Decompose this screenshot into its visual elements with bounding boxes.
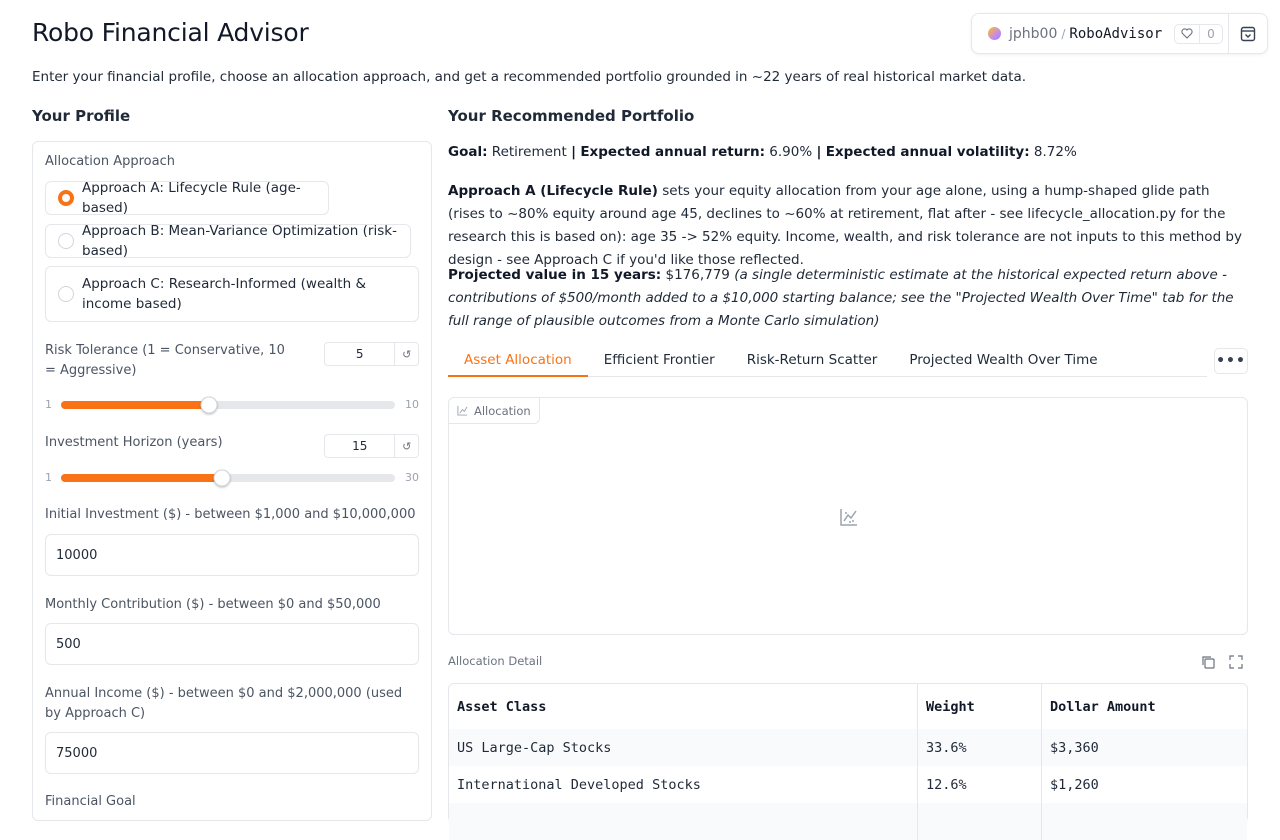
plot-label	[449, 398, 540, 424]
space-name[interactable]: RoboAdvisor	[1069, 25, 1163, 42]
tab-projected-wealth[interactable]: Projected Wealth Over Time	[909, 352, 1098, 368]
allocation-table	[448, 683, 1248, 823]
radio-dot	[58, 233, 74, 249]
projected-key: Projected value in 15 years:	[448, 267, 662, 283]
approach-name: Approach A (Lifecycle Rule)	[448, 183, 658, 199]
profile-heading: Your Profile	[32, 107, 131, 125]
horizon-max: 30	[405, 471, 419, 484]
horizon-min: 1	[45, 471, 52, 484]
annual-income-input[interactable]: 75000	[45, 732, 419, 774]
slider-thumb[interactable]	[214, 470, 231, 487]
horizon-number-input[interactable]	[324, 434, 419, 458]
projected-value	[448, 264, 1248, 333]
radio-dot	[58, 190, 74, 206]
chart-icon	[457, 405, 468, 416]
table-cell[interactable]: 12.6%	[918, 766, 1042, 803]
income-label: Annual Income ($) - between $0 and $2,000,000 (used by Approach C)	[45, 686, 403, 721]
risk-max: 10	[405, 398, 419, 411]
goal-label: Financial Goal	[45, 794, 136, 809]
more-tabs-button[interactable]: •••	[1214, 348, 1248, 374]
horizon-label: Investment Horizon (years)	[45, 435, 223, 450]
radio-label: Approach A: Lifecycle Rule (age-based)	[82, 180, 301, 216]
tab-risk-return-scatter[interactable]: Risk-Return Scatter	[746, 352, 878, 368]
slider-fill	[61, 401, 209, 409]
like-count: 0	[1207, 26, 1215, 41]
plot-label-text: Allocation	[474, 403, 531, 418]
table-cell[interactable]	[918, 803, 1042, 840]
fullscreen-icon[interactable]	[1229, 655, 1243, 669]
radio-dot	[58, 286, 74, 302]
return-value: 6.90%	[769, 144, 813, 160]
space-user[interactable]: jphb00	[1009, 25, 1058, 42]
like-button[interactable]	[1174, 24, 1223, 44]
reset-icon[interactable]: ↺	[394, 435, 418, 457]
detail-label: Allocation Detail	[448, 654, 543, 668]
projected-amount: $176,779	[665, 267, 730, 283]
goal-key: Goal:	[448, 144, 488, 160]
radio-approach-b[interactable]	[45, 224, 411, 258]
initial-investment-input[interactable]: 10000	[45, 534, 419, 576]
slider-fill	[61, 474, 222, 482]
copy-icon[interactable]	[1201, 655, 1215, 669]
table-cell[interactable]: International Developed Stocks	[449, 766, 918, 803]
reset-icon[interactable]: ↺	[394, 343, 418, 365]
space-badge[interactable]	[971, 13, 1268, 54]
approach-text: sets your equity allocation from your age alone, using a hump-shaped glide path (rises to ~80% equity around age 45, declines to ~60% at retirement, flat after - see lifecycle_allocation.py for the research this is based on): age 35 -> 52% equity. Income, wealth, and risk tolerance are not inputs to this method by design - see Approach C if you'd like those reflected.	[448, 183, 1242, 268]
table-cell[interactable]	[1042, 803, 1247, 840]
projected-note: (a single deterministic estimate at the historical expected return above - contributions of $500/month added to a $10,000 starting balance; see the "Projected Wealth Over Time" tab for the full range of plausible outcomes from a Monte Carlo simulation)	[448, 267, 1234, 329]
initial-label: Initial Investment ($) - between $1,000 and $10,000,000	[45, 507, 416, 522]
heart-icon	[1175, 25, 1200, 43]
table-row	[449, 766, 1247, 803]
profile-panel	[32, 141, 432, 821]
chart-placeholder-icon	[839, 507, 859, 527]
space-separator: /	[1061, 26, 1066, 41]
radio-label: Approach C: Research-Informed (wealth & income based)	[82, 276, 366, 312]
app-title: Robo Financial Advisor	[32, 18, 309, 47]
table-cell[interactable]	[449, 803, 918, 840]
risk-value[interactable]: 5	[355, 347, 364, 361]
chart-tabs	[448, 343, 1207, 377]
slider-thumb[interactable]	[201, 397, 218, 414]
portfolio-heading: Your Recommended Portfolio	[448, 107, 695, 125]
monthly-contribution-input[interactable]: 500	[45, 623, 419, 665]
approach-description	[448, 180, 1248, 272]
portfolio-summary	[448, 141, 1248, 164]
summary-separator: |	[816, 144, 822, 160]
radio-label: Approach B: Mean-Variance Optimization (risk-based)	[82, 223, 397, 259]
table-row	[449, 729, 1247, 766]
risk-number-input[interactable]	[324, 342, 419, 366]
approach-label: Allocation Approach	[45, 154, 175, 169]
allocation-plot	[448, 397, 1248, 635]
collapse-icon[interactable]	[1229, 13, 1267, 54]
table-cell[interactable]: US Large-Cap Stocks	[449, 729, 918, 766]
risk-slider[interactable]	[61, 401, 395, 409]
tab-asset-allocation[interactable]: Asset Allocation	[448, 343, 588, 377]
tab-efficient-frontier[interactable]: Efficient Frontier	[603, 352, 715, 368]
radio-approach-a[interactable]	[45, 181, 329, 215]
table-cell[interactable]: 33.6%	[918, 729, 1042, 766]
risk-min: 1	[45, 398, 52, 411]
intro-text: Enter your financial profile, choose an allocation approach, and get a recommended portfolio grounded in ~22 years of real historical market data.	[32, 69, 1027, 85]
goal-value: Retirement	[491, 144, 567, 160]
column-header[interactable]: Dollar Amount	[1050, 698, 1156, 715]
horizon-value[interactable]: 15	[352, 439, 368, 453]
monthly-label: Monthly Contribution ($) - between $0 and $50,000	[45, 597, 381, 612]
user-avatar	[988, 27, 1001, 40]
volatility-key: Expected annual volatility:	[825, 144, 1030, 160]
return-key: Expected annual return:	[580, 144, 765, 160]
radio-approach-c[interactable]	[45, 266, 419, 322]
table-row	[449, 803, 1247, 840]
table-cell[interactable]: $1,260	[1050, 776, 1099, 793]
risk-label: Risk Tolerance (1 = Conservative, 10 = Aggressive)	[45, 343, 285, 378]
table-header	[449, 684, 1247, 729]
column-header[interactable]: Weight	[918, 684, 1042, 729]
summary-separator: |	[571, 144, 577, 160]
volatility-value: 8.72%	[1033, 144, 1077, 160]
horizon-slider[interactable]	[61, 474, 395, 482]
table-cell[interactable]: $3,360	[1050, 739, 1099, 756]
column-header[interactable]: Asset Class	[449, 684, 918, 729]
